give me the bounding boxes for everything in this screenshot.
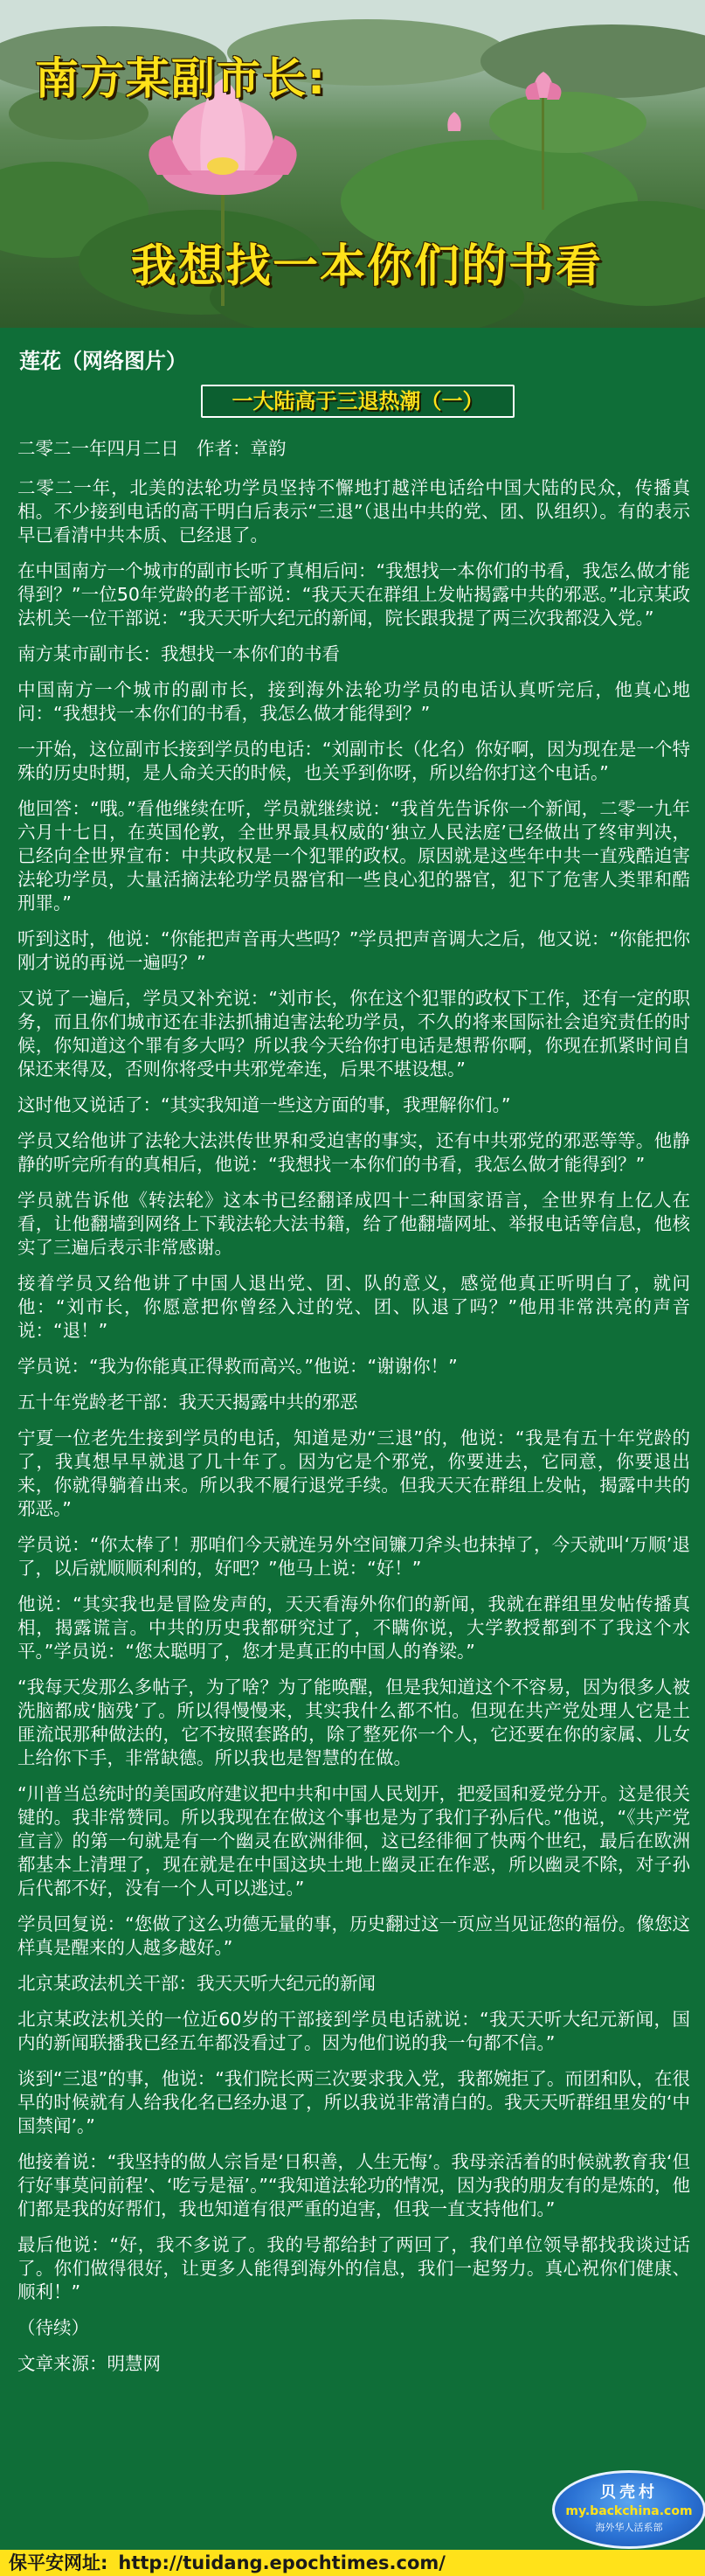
article-byline: 二零二一年四月二日 作者：章韵 <box>17 438 287 459</box>
footer-bar <box>0 2550 705 2576</box>
stamp-line1: 贝壳村 <box>600 2483 658 2502</box>
series-banner: 一大陆高于三退热潮（一） <box>201 385 515 418</box>
paragraph: 学员说：“我为你能真正得救而高兴。”他说：“谢谢你！” <box>17 1356 458 1377</box>
paragraph: 他回答：“哦。”看他继续在听，学员就继续说：“我首先告诉你一个新闻，二零一九年六月十七日，在英国伦敦，全世界最具权威的‘独立人民法庭’已经做出了终审判决，已经向全世界宣布：中共政权是一个犯罪的政权。原因就是这些年中共一直残酷迫害法轮功学员，大量活摘法轮功学员器官和一些良心犯的器官，犯下了危害人类罪和酷刑罪。” <box>17 798 690 913</box>
paragraph: 这时他又说话了：“其实我知道一些这方面的事，我理解你们。” <box>17 1094 511 1115</box>
section-heading: 北京某政法机关干部：我天天听大纪元的新闻 <box>17 1973 376 1994</box>
paragraph: 又说了一遍后，学员又补充说：“刘市长，你在这个犯罪的政权下工作，还有一定的职务，而且你们城市还在非法抓捕迫害法轮功学员，不久的将来国际社会追究责任的时候，你知道这个罪有多大吗？所以我今天给你打电话是想帮你啊，你现在抓紧时间自保还来得及，否则你将受中共邪党牵连，后果不堪设想。” <box>17 988 690 1080</box>
paragraph: 他说：“其实我也是冒险发声的，天天看海外你们的新闻，我就在群组里发帖传播真相，揭露谎言。中共的历史我都研究过了，不瞒你说，大学教授都到不了我这个水平。”学员说：“您太聪明了，您才是真正的中国人的脊梁。” <box>17 1594 690 1662</box>
footer-label: 保平安网址: <box>9 2552 108 2573</box>
backchina-stamp-logo <box>552 2470 705 2549</box>
section-heading: 南方某市副市长：我想找一本你们的书看 <box>17 643 340 664</box>
paragraph: 他接着说：“我坚持的做人宗旨是‘日积善，人生无悔’。我母亲活着的时候就教育我‘但行好事莫问前程’、‘吃亏是福’。”“我知道法轮功的情况，因为我的朋友有的是炼的，他们都是我的好帮们，我也知道有很严重的迫害，但我一直支持他们。” <box>17 2151 690 2219</box>
stamp-line2: my.backchina.com <box>565 2504 693 2518</box>
article-body <box>17 437 690 2388</box>
footer-url-link[interactable]: http://tuidang.epochtimes.com/ <box>118 2552 446 2573</box>
paragraph: 中国南方一个城市的副市长，接到海外法轮功学员的电话认真听完后，他真心地问：“我想找一本你们的书看，我怎么做才能得到？” <box>17 679 690 724</box>
section-heading: 五十年党龄老干部：我天天揭露中共的邪恶 <box>17 1392 358 1413</box>
paragraph: 学员又给他讲了法轮大法洪传世界和受迫害的事实，还有中共邪党的邪恶等等。他静静的听完所有的真相后，他说：“我想找一本你们的书看，我怎么做才能得到？” <box>17 1130 690 1175</box>
source-label: 文章来源： <box>17 2353 107 2374</box>
hero-title-line1: 南方某副市长: <box>35 53 327 104</box>
paragraph: 在中国南方一个城市的副市长听了真相后问：“我想找一本你们的书看，我怎么做才能得到？”一位50年党龄的老干部说：“我天天在群组上发帖揭露中共的邪恶。”北京某政法机关一位干部说：“我天天听大纪元的新闻，院长跟我提了两三次我都没入党。” <box>17 560 690 628</box>
paragraph: 学员就告诉他《转法轮》这本书已经翻译成四十二种国家语言，全世界有上亿人在看，让他翻墙到网络上下载法轮大法书籍，给了他翻墙网址、举报电话等信息，他核实了三遍后表示非常感谢。 <box>17 1190 690 1258</box>
paragraph: 学员说：“你太棒了！那咱们今天就连另外空间镰刀斧头也抹掉了，今天就叫‘万顺’退了，以后就顺顺利利的，好吧？”他马上说：“好！” <box>17 1534 690 1579</box>
hero-banner <box>0 0 705 328</box>
paragraph: 宁夏一位老先生接到学员的电话，知道是劝“三退”的，他说：“我是有五十年党龄的了，我真想早早就退了几十年了。因为它是个邪党，你要进去，它同意，你要退出来，你就得躺着出来。所以我不履行退党手续。但我天天在群组上发帖，揭露中共的邪恶。” <box>17 1427 690 1519</box>
article-source <box>17 2352 690 2376</box>
paragraph: “川普当总统时的美国政府建议把中共和中国人民划开，把爱国和爱党分开。这是很关键的。我非常赞同。所以我现在在做这个事也是为了我们子孙后代。”他说，“《共产党宣言》的第一句就是有一个幽灵在欧洲徘徊，这已经徘徊了快两个世纪，最后在欧洲都基本上清理了，现在就是在中国这块土地上幽灵正在作恶，所以幽灵不除，对子孙后代都不好，没有一个人可以逃过。” <box>17 1783 690 1899</box>
stamp-line3: 海外华人活系部 <box>595 2522 663 2533</box>
paragraph: 学员回复说：“您做了这么功德无量的事，历史翻过这一页应当见证您的福份。像您这样真是醒来的人越多越好。” <box>17 1913 690 1958</box>
image-caption: 莲花（网络图片） <box>19 349 187 373</box>
paragraph: 最后他说：“好，我不多说了。我的号都给封了两回了，我们单位领导都找我谈过话了。你们做得很好，让更多人能得到海外的信息，我们一起努力。真心祝你们健康、顺利！” <box>17 2234 690 2302</box>
paragraph: 听到这时，他说：“你能把声音再大些吗？”学员把声音调大之后，他又说：“你能把你刚才说的再说一遍吗？” <box>17 928 690 973</box>
paragraph: “我每天发那么多帖子，为了啥？为了能唤醒，但是我知道这个不容易，因为很多人被洗脑都成‘脑残’了。所以得慢慢来，其实我什么都不怕。但现在共产党处理人它是土匪流氓那种做法的，它不按照套路的，除了整死你一个人，它还要在你的家属、儿女上给你下手，非常缺德。所以我也是智慧的在做。 <box>17 1677 690 1768</box>
paragraph: 一开始，这位副市长接到学员的电话：“刘副市长（化名）你好啊，因为现在是一个特殊的历史时期，是人命关天的时候，也关乎到你呀，所以给你打这个电话。” <box>17 739 690 783</box>
paragraph: 二零二一年，北美的法轮功学员坚持不懈地打越洋电话给中国大陆的民众，传播真相。不少接到电话的高干明白后表示“三退”（退出中共的党、团、队组织）。有的表示早已看清中共本质、已经退了。 <box>17 477 690 545</box>
to-be-continued: （待续） <box>17 2317 89 2338</box>
source-name: 明慧网 <box>107 2353 161 2374</box>
paragraph: 北京某政法机关的一位近60岁的干部接到学员电话就说：“我天天听大纪元新闻，国内的新闻联播我已经五年都没看过了。因为他们说的我一句都不信。” <box>17 2009 690 2053</box>
paragraph: 谈到“三退”的事，他说：“我们院长两三次要求我入党，我都婉拒了。而团和队，在很早的时候就有人给我化名已经办退了，所以我说非常清白的。我天天听群组里发的‘中国禁闻’。” <box>17 2068 690 2136</box>
paragraph: 接着学员又给他讲了中国人退出党、团、队的意义，感觉他真正听明白了，就问他：“刘市长，你愿意把你曾经入过的党、团、队退了吗？”他用非常洪亮的声音说：“退！” <box>17 1273 690 1341</box>
hero-title-line2: 我想找一本你们的书看 <box>131 240 604 293</box>
